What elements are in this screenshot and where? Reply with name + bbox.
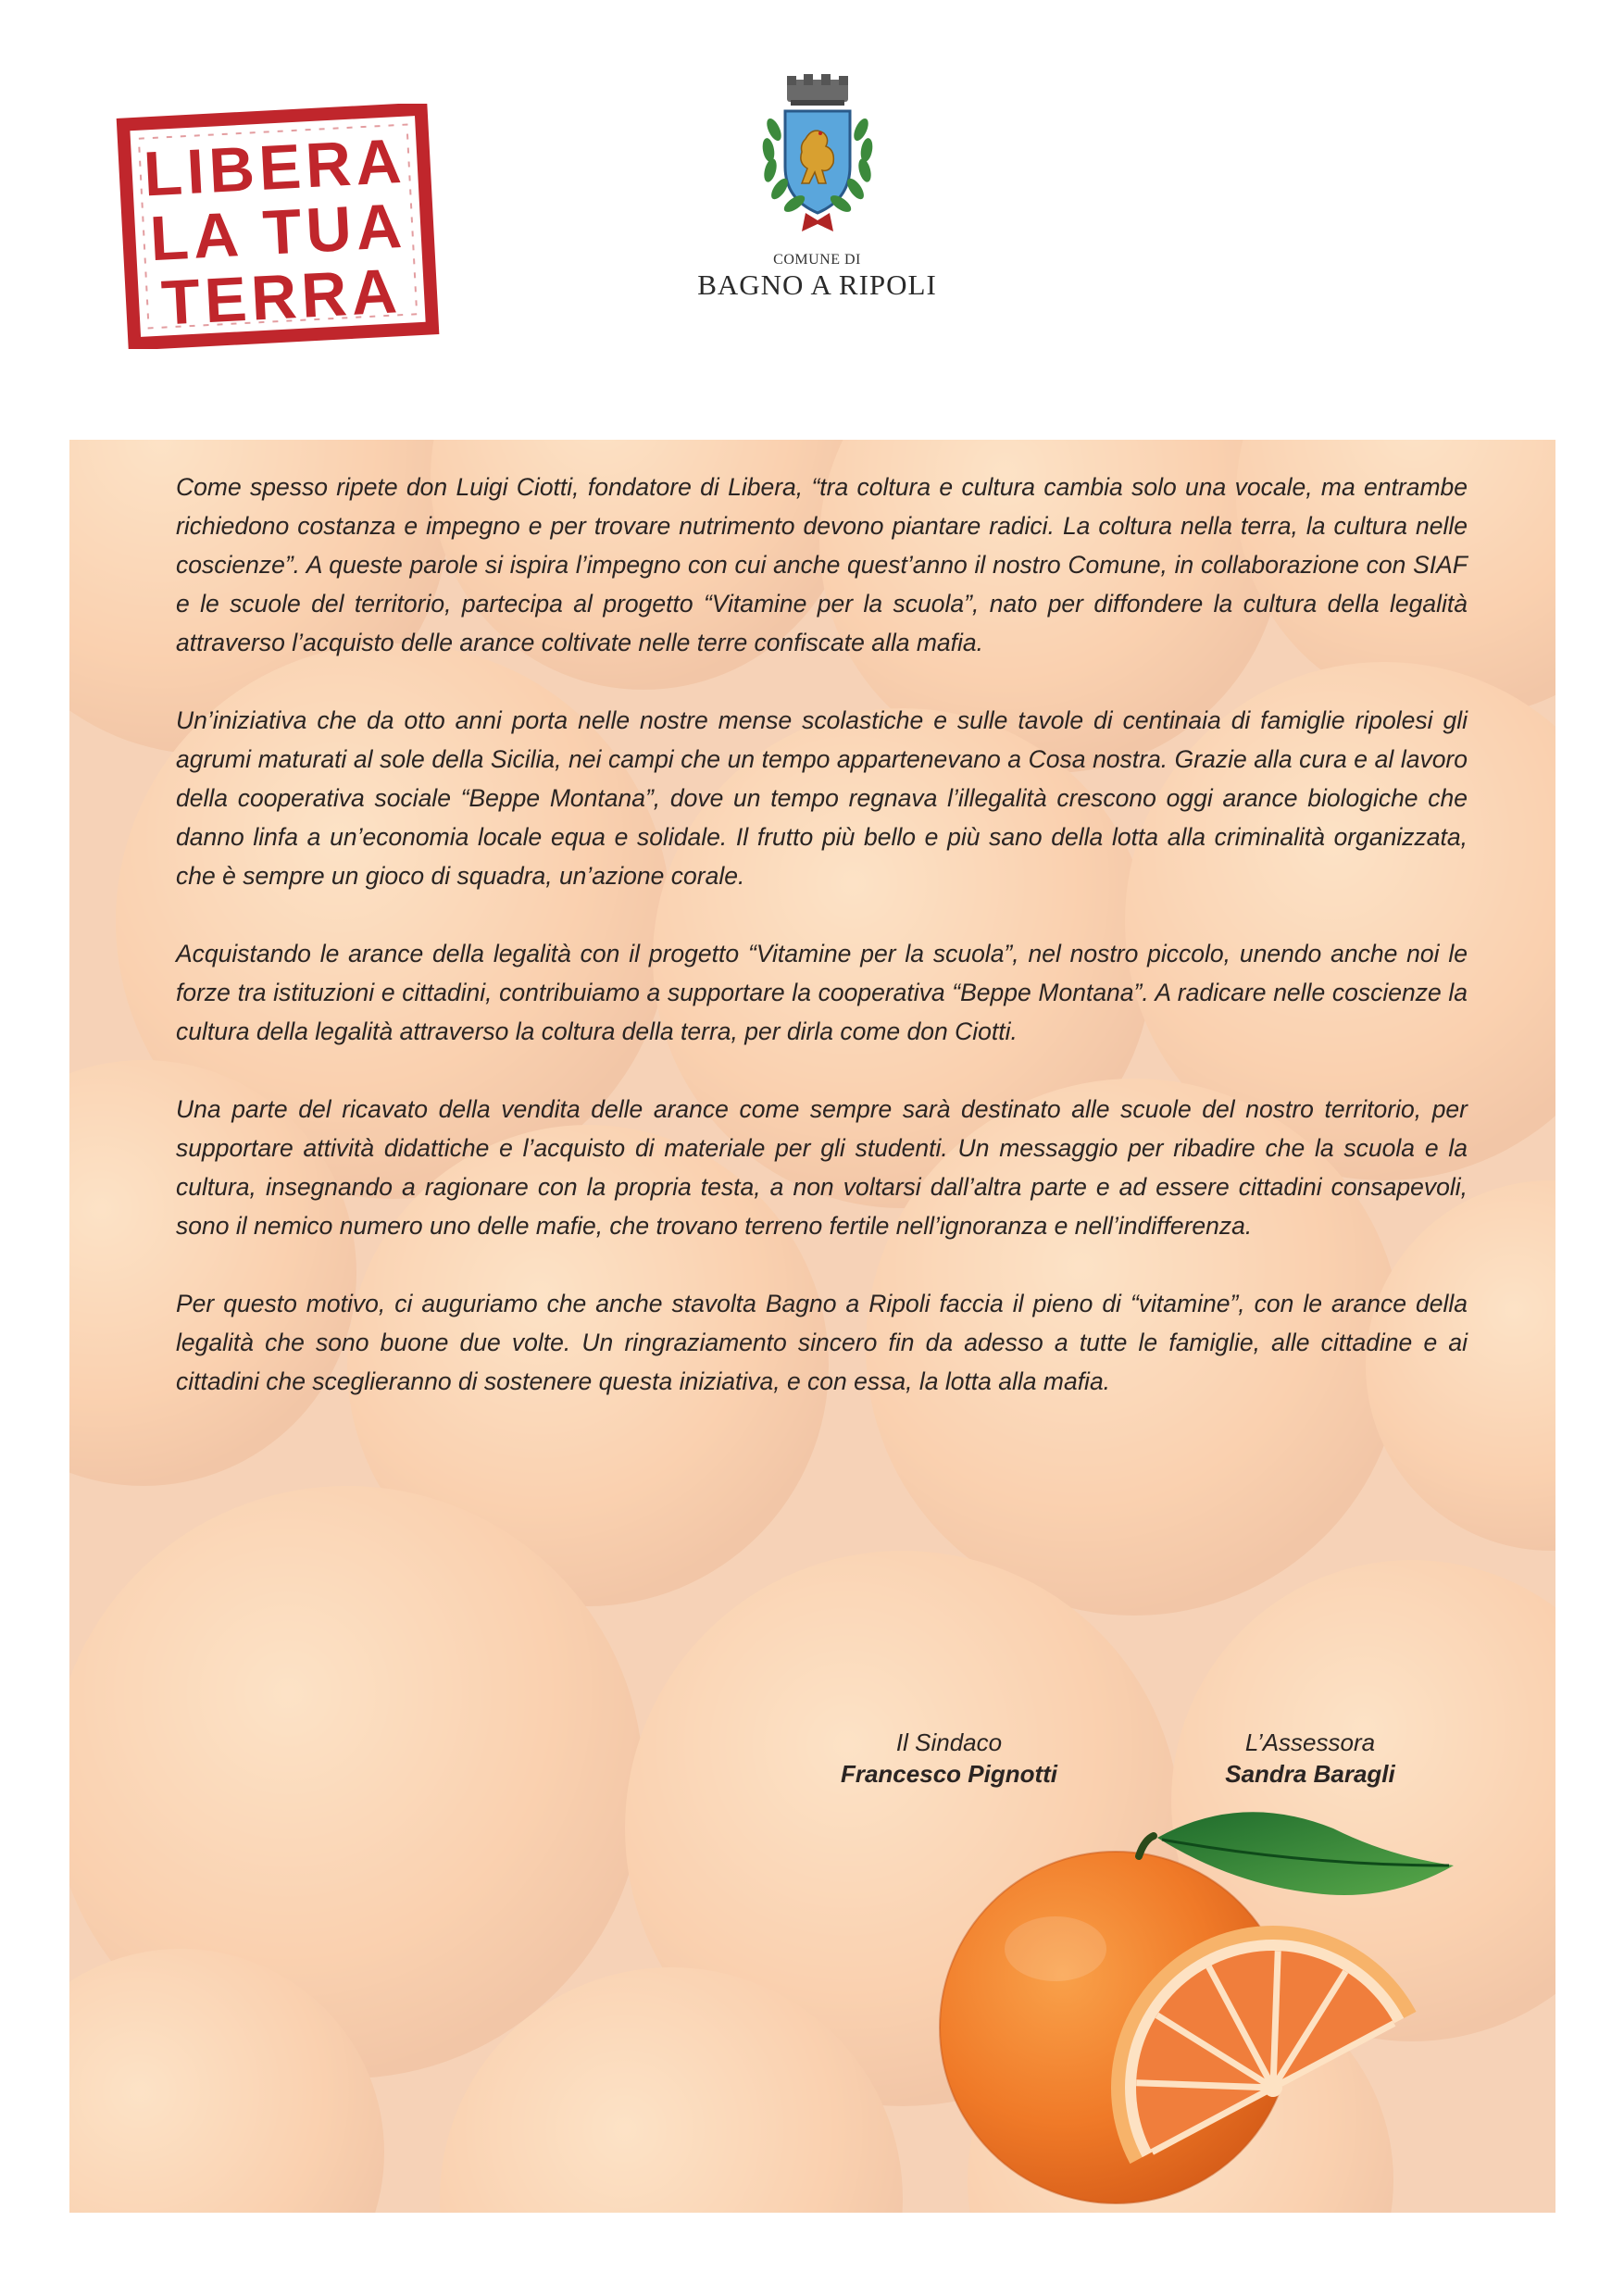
letter-body <box>176 468 1468 1440</box>
sindaco-role: Il Sindaco <box>895 1728 1003 1756</box>
letter-paragraph-2: Un’iniziativa che da otto anni porta nelle nostre mense scolastiche e sulle tavole di centinaia di famiglie ripolesi gli agrumi maturati al sole della Sicilia, nei campi che un tempo appartenevano a Cosa nostra. Grazie alla cura e al lavoro della cooperativa sociale “Beppe Montana”, dove un tempo regnava l’illegalità crescono oggi arance biologiche che danno linfa a un’economia locale equa e solidale. Il frutto più bello e più sano della lotta alla criminalità organizzata, che è sempre un gioco di squadra, un’azione corale. <box>176 706 1468 890</box>
libera-logo <box>116 104 440 349</box>
coat-of-arms-icon <box>741 74 893 245</box>
libera-logo-line-1: LIBERA <box>142 125 408 210</box>
libera-logo-line-2: LA TUA <box>148 190 408 275</box>
signature-sindaco <box>810 1727 1088 1790</box>
letter-panel <box>69 440 1555 2213</box>
assessora-name: Sandra Baragli <box>1225 1760 1395 1788</box>
signature-assessora <box>1171 1727 1449 1790</box>
sindaco-name: Francesco Pignotti <box>840 1760 1058 1788</box>
orange-illustration <box>935 1801 1463 2213</box>
comune-logo <box>690 74 944 306</box>
comune-name: BAGNO A RIPOLI <box>697 268 937 301</box>
comune-prefix: COMUNE DI <box>773 252 861 268</box>
letter-paragraph-3: Acquistando le arance della legalità con il progetto “Vitamine per la scuola”, nel nostro piccolo, unendo anche noi le forze tra istituzioni e cittadini, contribuiamo a supportare la cooperativa “Beppe Montana”. A radicare nelle coscienze la cultura della legalità attraverso la coltura della terra, per dirla come don Ciotti. <box>176 940 1468 1045</box>
libera-logo-line-3: TERRA <box>159 256 404 339</box>
letter-paragraph-1: Come spesso ripete don Luigi Ciotti, fondatore di Libera, “tra coltura e cultura cambia solo una vocale, ma entrambe richiedono costanza e impegno e per trovare nutrimento devono piantare radici. La coltura nella terra, la cultura nelle coscienze”. A queste parole si ispira l’impegno con cui anche quest’anno il nostro Comune, in collaborazione con SIAF e le scuole del territorio, partecipa al progetto “Vitamine per la scuola”, nato per diffondere la cultura della legalità attraverso l’acquisto delle arance coltivate nelle terre confiscate alla mafia. <box>176 473 1468 656</box>
assessora-role: L’Assessora <box>1244 1728 1376 1756</box>
letter-paragraph-5: Per questo motivo, ci auguriamo che anche stavolta Bagno a Ripoli faccia il pieno di “vitamine”, con le arance della legalità che sono buone due volte. Un ringraziamento sincero fin da adesso a tutte le famiglie, alle cittadine e ai cittadini che sceglieranno di sostenere questa iniziativa, e con essa, la lotta alla mafia. <box>176 1290 1468 1395</box>
letter-paragraph-4: Una parte del ricavato della vendita delle arance come sempre sarà destinato alle scuole del nostro territorio, per supportare attività didattiche e l’acquisto di materiale per gli studenti. Un messaggio per ribadire che la scuola e la cultura, insegnando a ragionare con la propria testa, a non voltarsi dall’altra parte e ad essere cittadini consapevoli, sono il nemico numero uno delle mafie, che trovano terreno fertile nell’ignoranza e nell’indifferenza. <box>176 1095 1468 1240</box>
